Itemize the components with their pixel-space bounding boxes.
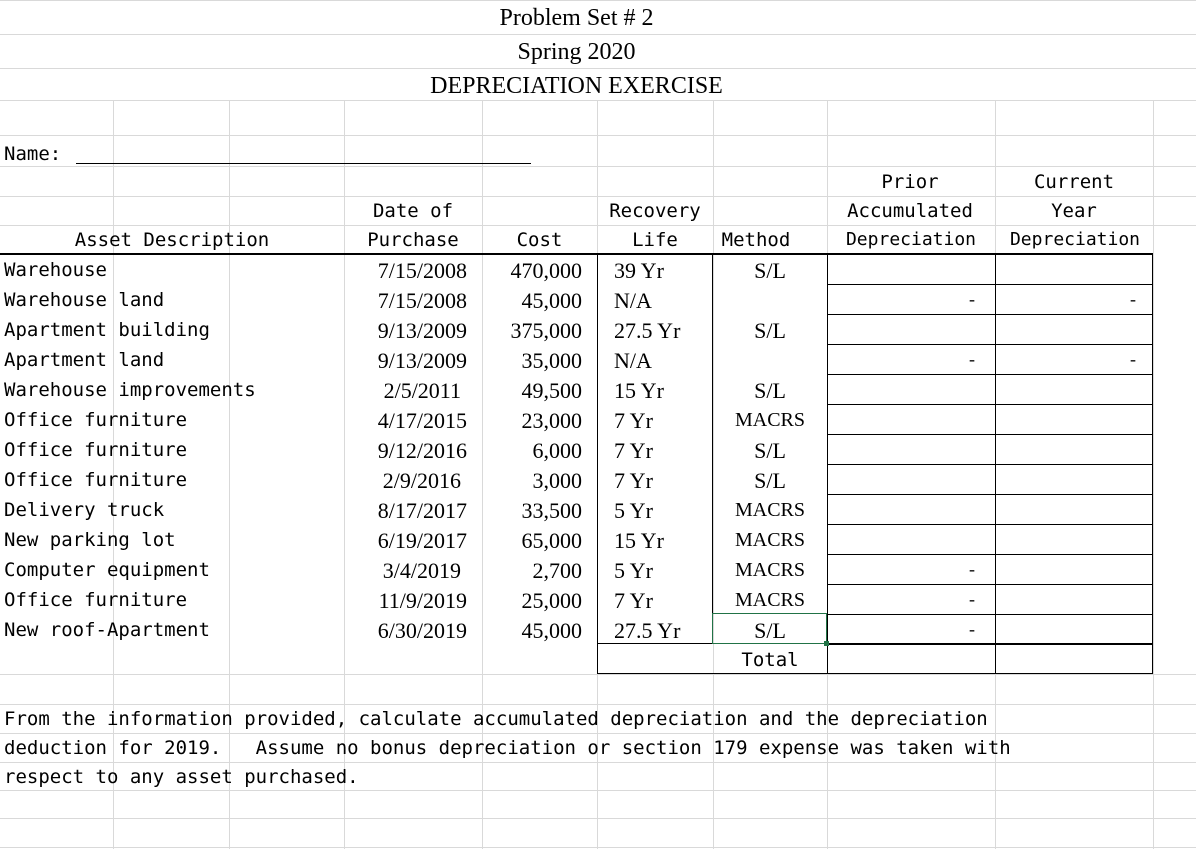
- cell-border: [827, 643, 995, 645]
- cost-cell: 35,000: [521, 348, 582, 373]
- asset-description-cell: Office furniture: [4, 439, 188, 461]
- total-label: Total: [741, 649, 799, 671]
- cell-border: [827, 524, 995, 525]
- header-method: Method: [721, 229, 791, 251]
- title-line-2: Spring 2020: [517, 39, 636, 65]
- grid-row-line: [0, 100, 1196, 101]
- cell-border: [995, 284, 1153, 285]
- cell-border: [995, 434, 1153, 435]
- cell-border: [995, 673, 1153, 674]
- title-line-3: DEPRECIATION EXERCISE: [430, 73, 723, 99]
- life-column-bottom-border: [597, 643, 713, 644]
- prior-depreciation-cell[interactable]: -: [969, 589, 975, 609]
- recovery-life-cell: 27.5 Yr: [614, 318, 681, 343]
- cell-border: [995, 554, 1153, 555]
- recovery-life-cell: N/A: [614, 348, 652, 373]
- cost-cell: 65,000: [521, 528, 582, 553]
- header-rule: [0, 253, 1153, 255]
- method-cell: MACRS: [734, 589, 806, 611]
- header-asset-description: Asset Description: [74, 229, 270, 251]
- name-label: Name:: [4, 143, 62, 165]
- purchase-date-cell: 7/15/2008: [377, 258, 467, 283]
- prior-depreciation-cell[interactable]: -: [969, 619, 975, 639]
- method-cell: MACRS: [734, 529, 806, 551]
- cell-border: [995, 524, 1153, 525]
- prior-depreciation-cell[interactable]: -: [969, 349, 975, 369]
- cell-border: [827, 314, 995, 315]
- recovery-life-cell: 7 Yr: [614, 588, 653, 613]
- asset-description-cell: Apartment land: [4, 349, 165, 371]
- grid-row-line: [0, 704, 1196, 705]
- header-recovery: Recovery: [609, 200, 701, 222]
- method-cell: S/L: [754, 258, 786, 283]
- current-depreciation-cell[interactable]: -: [1130, 349, 1136, 369]
- prior-depreciation-cell[interactable]: -: [969, 559, 975, 579]
- grid-row-line: [0, 225, 1196, 226]
- header-cost: Cost: [516, 229, 563, 251]
- cell-border: [995, 614, 1153, 615]
- purchase-date-cell: 11/9/2019: [378, 588, 467, 613]
- asset-description-cell: Warehouse land: [4, 289, 165, 311]
- asset-description-cell: Apartment building: [4, 319, 210, 341]
- cost-cell: 3,000: [532, 468, 582, 493]
- cell-border: [827, 554, 995, 555]
- cost-cell: 2,700: [532, 558, 582, 583]
- purchase-date-cell: 7/15/2008: [377, 288, 467, 313]
- header-date-of: Date of: [372, 200, 454, 222]
- cell-border: [827, 494, 995, 495]
- grid-row-line: [0, 762, 1196, 763]
- header-life: Life: [632, 229, 678, 251]
- total-row-bottom-border: [597, 673, 827, 674]
- recovery-life-cell: 7 Yr: [614, 408, 653, 433]
- instructions-line-2: deduction for 2019. Assume no bonus depreciation or section 179 expense was taken with: [4, 737, 1011, 759]
- method-cell: MACRS: [734, 499, 806, 521]
- asset-description-cell: Office furniture: [4, 469, 188, 491]
- instructions-line-1: From the information provided, calculate accumulated depreciation and the depreciation: [4, 708, 988, 730]
- life-column-left-border: [597, 255, 598, 674]
- recovery-life-cell: 27.5 Yr: [614, 618, 681, 643]
- asset-description-cell: New parking lot: [4, 529, 176, 551]
- cost-cell: 375,000: [510, 318, 582, 343]
- grid-row-line: [0, 0, 1196, 1]
- cell-border: [827, 374, 995, 375]
- method-cell: MACRS: [734, 559, 806, 581]
- selected-cell-outline[interactable]: [712, 613, 827, 644]
- header-year: Year: [1051, 200, 1097, 222]
- cell-border: [827, 464, 995, 465]
- cost-cell: 470,000: [510, 258, 582, 283]
- cell-border: [995, 374, 1153, 375]
- header-depreciation-current: Depreciation: [1009, 229, 1141, 250]
- cost-cell: 25,000: [521, 588, 582, 613]
- cell-border: [827, 673, 995, 674]
- grid-row-line: [0, 68, 1196, 69]
- cell-border: [995, 494, 1153, 495]
- grid-row-line: [0, 733, 1196, 734]
- cell-border: [827, 434, 995, 435]
- purchase-date-cell: 2/5/2011: [383, 378, 461, 403]
- purchase-date-cell: 2/9/2016: [382, 468, 461, 493]
- cell-border: [995, 344, 1153, 345]
- cell-border: [995, 314, 1153, 315]
- recovery-life-cell: 7 Yr: [614, 468, 653, 493]
- recovery-life-cell: 15 Yr: [614, 378, 664, 403]
- header-depreciation-prior: Depreciation: [845, 229, 977, 250]
- header-purchase: Purchase: [367, 229, 459, 251]
- grid-row-line: [0, 166, 1196, 167]
- recovery-life-cell: 39 Yr: [614, 258, 664, 283]
- recovery-life-cell: 7 Yr: [614, 438, 653, 463]
- purchase-date-cell: 6/30/2019: [377, 618, 467, 643]
- purchase-date-cell: 4/17/2015: [377, 408, 467, 433]
- purchase-date-cell: 9/13/2009: [377, 348, 467, 373]
- asset-description-cell: Computer equipment: [4, 559, 210, 581]
- asset-description-cell: Warehouse: [4, 259, 107, 281]
- grid-row-line: [0, 790, 1196, 791]
- asset-description-cell: Office furniture: [4, 409, 188, 431]
- prior-depreciation-cell[interactable]: -: [969, 289, 975, 309]
- purchase-date-cell: 3/4/2019: [382, 558, 461, 583]
- grid-row-line: [0, 674, 1196, 675]
- asset-description-cell: Delivery truck: [4, 499, 165, 521]
- method-cell: MACRS: [734, 409, 806, 431]
- cell-border: [995, 404, 1153, 405]
- grid-row-line: [0, 818, 1196, 819]
- header-prior: Prior: [881, 171, 939, 193]
- cell-border: [827, 584, 995, 585]
- title-line-1: Problem Set # 2: [499, 5, 654, 31]
- cost-cell: 33,500: [521, 498, 582, 523]
- instructions-line-3: respect to any asset purchased.: [4, 766, 359, 788]
- purchase-date-cell: 9/13/2009: [377, 318, 467, 343]
- cost-cell: 23,000: [521, 408, 582, 433]
- cell-border: [995, 643, 1153, 645]
- cell-border: [827, 284, 995, 285]
- method-cell: S/L: [754, 318, 786, 343]
- header-current: Current: [1033, 171, 1115, 193]
- purchase-date-cell: 9/12/2016: [377, 438, 467, 463]
- asset-description-cell: Warehouse improvements: [4, 379, 256, 401]
- cell-border: [827, 404, 995, 405]
- purchase-date-cell: 8/17/2017: [377, 498, 467, 523]
- cost-cell: 49,500: [521, 378, 582, 403]
- cost-cell: 6,000: [532, 438, 582, 463]
- grid-row-line: [0, 196, 1196, 197]
- life-column-right-border: [712, 255, 713, 644]
- recovery-life-cell: 15 Yr: [614, 528, 664, 553]
- fill-handle[interactable]: [824, 641, 829, 646]
- asset-description-cell: Office furniture: [4, 589, 188, 611]
- purchase-date-cell: 6/19/2017: [377, 528, 467, 553]
- cell-border: [995, 584, 1153, 585]
- method-cell: S/L: [754, 618, 786, 643]
- method-cell: S/L: [754, 438, 786, 463]
- name-underline[interactable]: [76, 163, 531, 164]
- method-cell: S/L: [754, 378, 786, 403]
- cell-border: [827, 344, 995, 345]
- cell-border: [995, 464, 1153, 465]
- grid-row-line: [0, 847, 1196, 848]
- grid-col-line: [1153, 100, 1154, 849]
- cost-cell: 45,000: [521, 618, 582, 643]
- current-depreciation-cell[interactable]: -: [1130, 289, 1136, 309]
- asset-description-cell: New roof-Apartment: [4, 619, 210, 641]
- grid-row-line: [0, 34, 1196, 35]
- header-accumulated: Accumulated: [847, 200, 973, 222]
- grid-row-line: [0, 135, 1196, 136]
- method-cell: S/L: [754, 468, 786, 493]
- cell-border: [827, 614, 995, 615]
- cost-cell: 45,000: [521, 288, 582, 313]
- recovery-life-cell: 5 Yr: [614, 498, 653, 523]
- recovery-life-cell: N/A: [614, 288, 652, 313]
- recovery-life-cell: 5 Yr: [614, 558, 653, 583]
